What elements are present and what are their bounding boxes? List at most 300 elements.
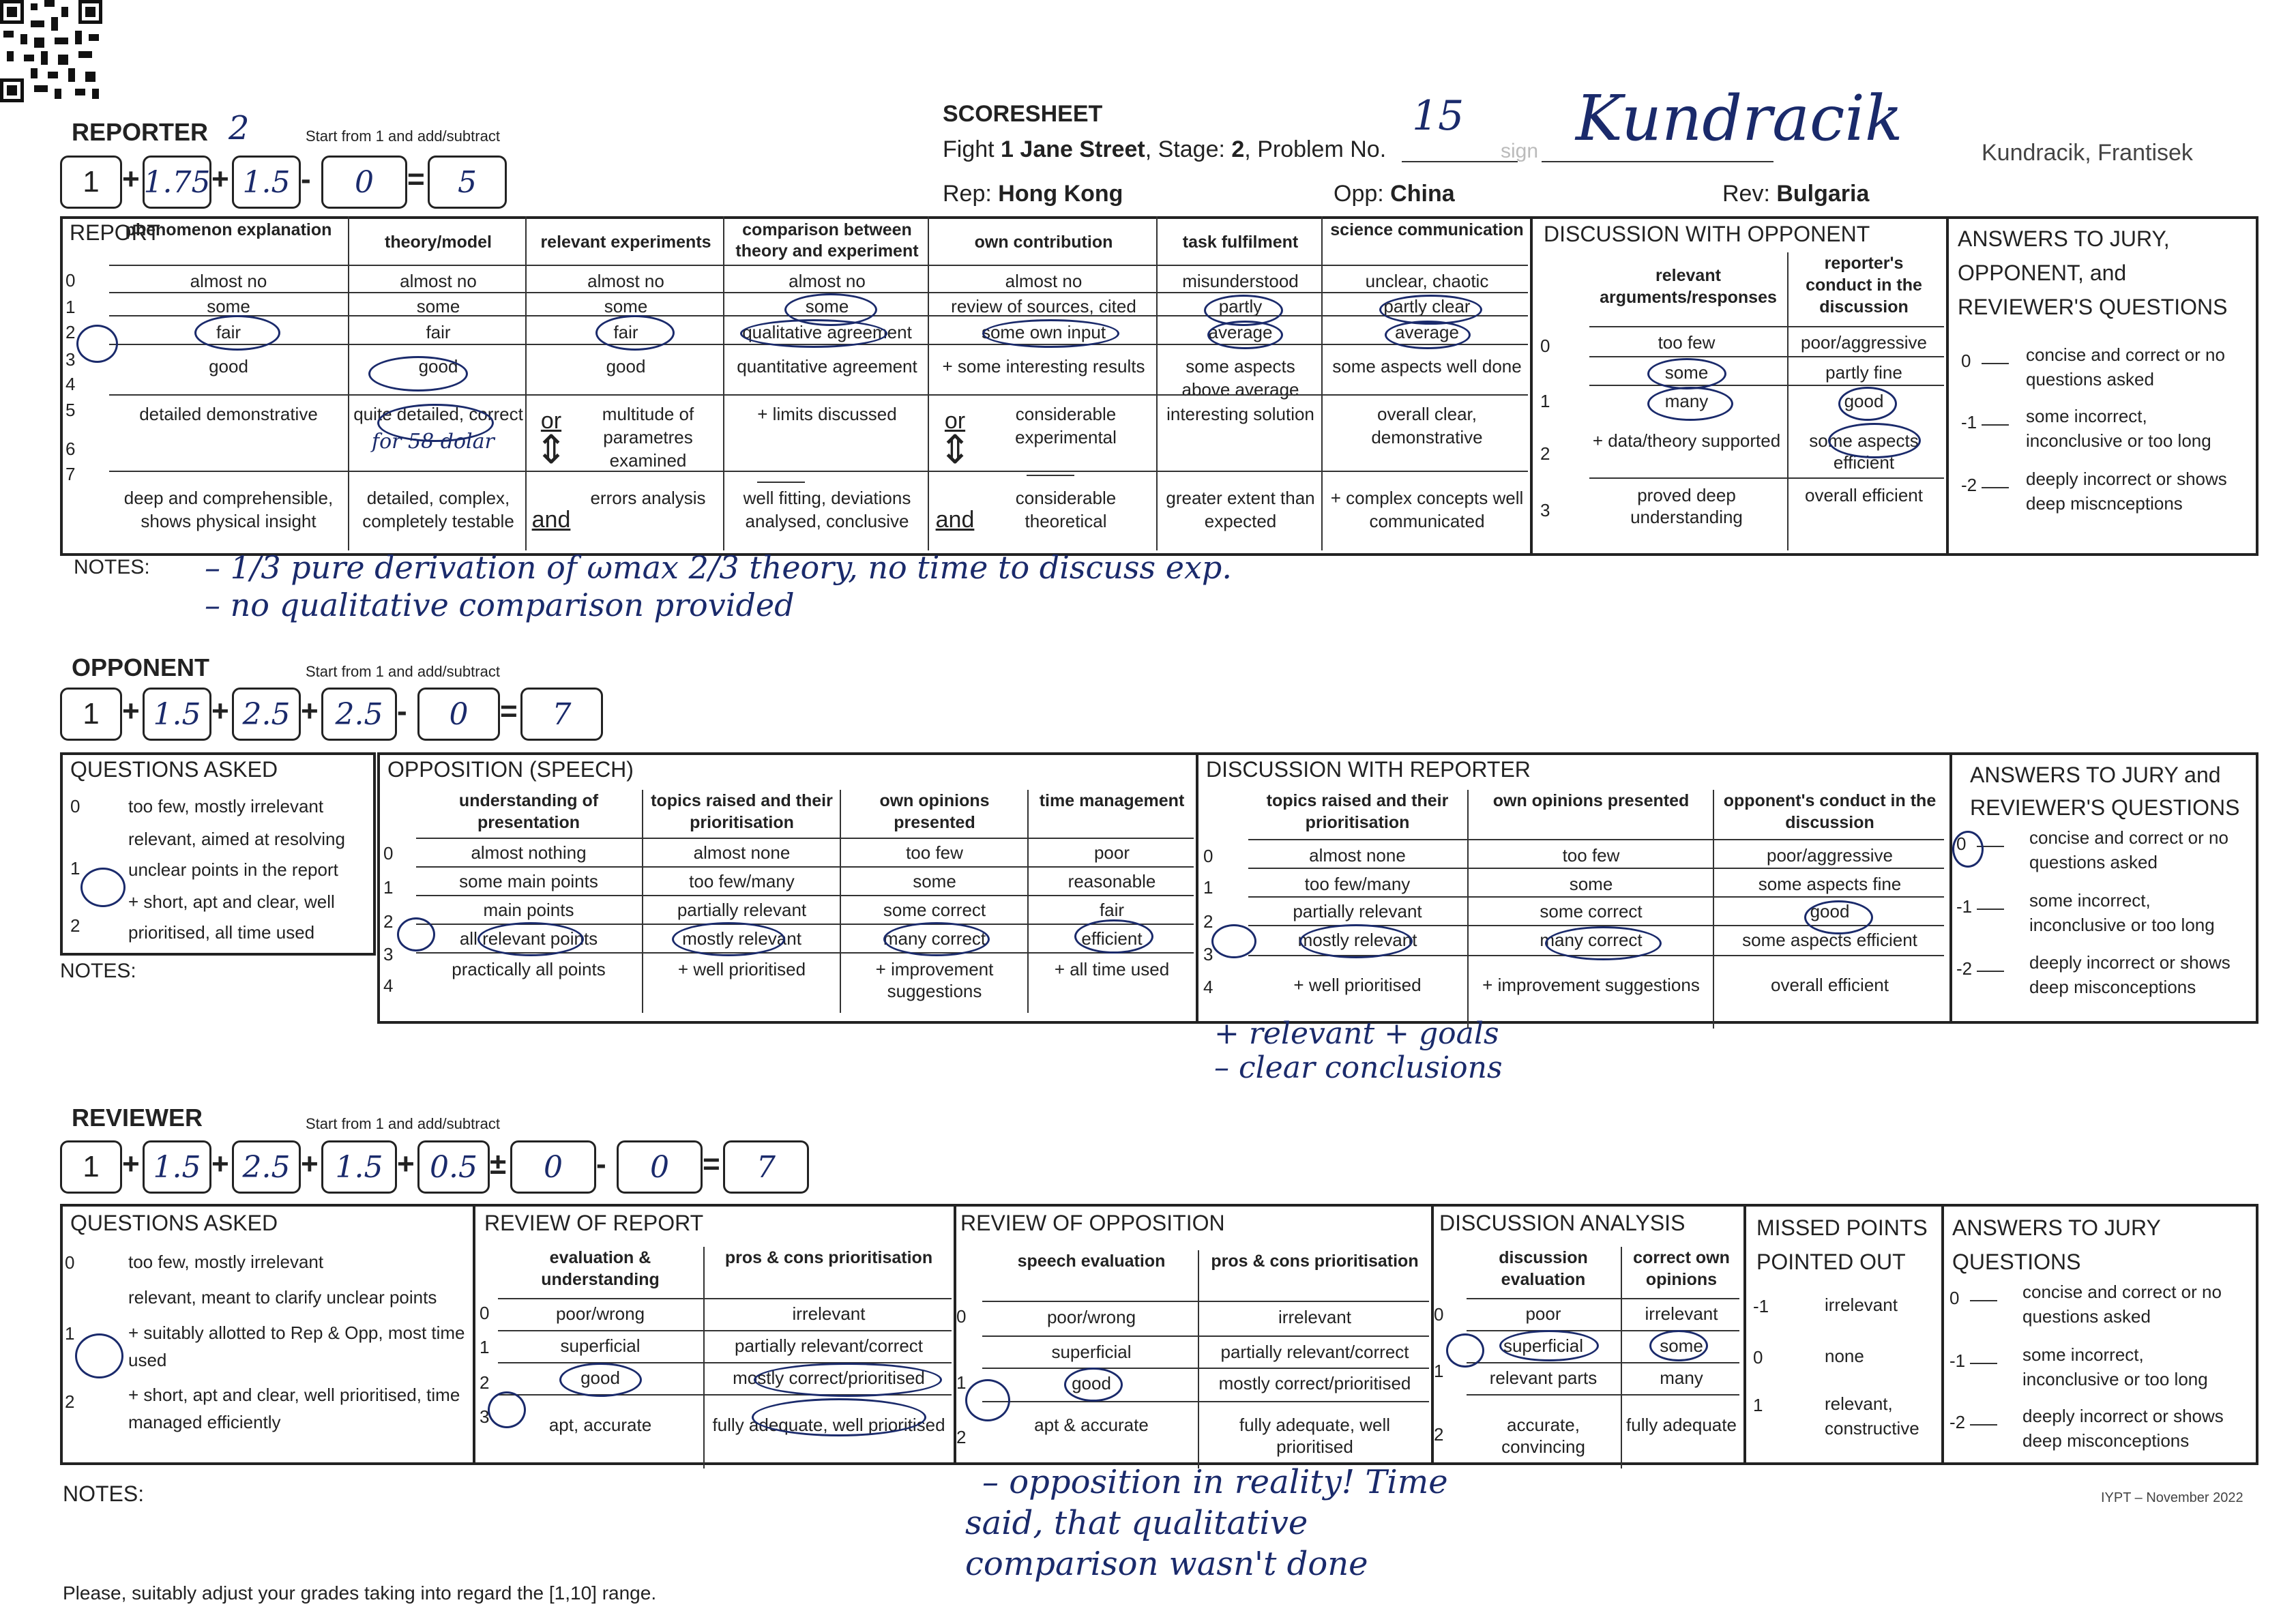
reviewer-score-box: 1.5 — [143, 1140, 211, 1194]
table-cell: almost none — [1309, 845, 1406, 866]
table-cell: all relevant points — [459, 928, 598, 949]
criterion-cell: some aspects above average — [1181, 356, 1299, 400]
column-divider — [1467, 790, 1469, 1029]
criterion-cell: + some interesting results — [942, 356, 1145, 377]
criterion-cell: partly — [1218, 296, 1263, 316]
reporter-discussion-title: DISCUSSION WITH OPPONENT — [1544, 222, 1870, 246]
table-col-header: topics raised and their prioritisation — [1266, 791, 1449, 832]
table-cell: too few — [1562, 845, 1620, 866]
table-cell: partially relevant/correct — [735, 1335, 923, 1356]
reporter-operator: + — [211, 162, 229, 196]
fair-circle — [595, 315, 675, 351]
row-number: 1 — [383, 877, 394, 898]
criterion-cell: some — [207, 296, 250, 316]
reviewer-score-box: 2.5 — [232, 1140, 301, 1194]
discussion-cell: poor/aggressive — [1801, 332, 1927, 353]
score-number: 2 — [65, 1391, 75, 1412]
column-divider — [525, 216, 527, 550]
table-cell: some correct — [883, 900, 986, 920]
criterion-cell: misunderstood — [1182, 271, 1299, 291]
score-number: 1 — [65, 1323, 75, 1344]
reporter-score-box: 1 — [60, 156, 122, 209]
or-connector: or — [944, 408, 966, 434]
criterion-cell: fair — [426, 322, 451, 342]
reviewer-operator: = — [703, 1147, 720, 1181]
row-number: 4 — [383, 975, 394, 996]
table-cell: irrelevant — [1645, 1303, 1718, 1324]
report-label: REPORT — [70, 220, 160, 245]
answer-option: deeply incorrect or shows deep misconceptions — [2022, 1406, 2224, 1451]
table-col-header: speech evaluation — [1017, 1252, 1166, 1271]
discussion-cell: overall efficient — [1805, 485, 1923, 505]
criterion-cell: some — [805, 296, 849, 316]
score-number: -2 — [1956, 958, 1973, 979]
reporter-operator: + — [122, 162, 140, 196]
table-cell: too few — [906, 842, 963, 863]
opponent-answers-title: ANSWERS TO JURY and REVIEWER'S QUESTIONS — [1970, 763, 2240, 820]
fight-line: Fight 1 Jane Street, Stage: 2, Problem No. — [943, 136, 1387, 162]
question-option: relevant, meant to clarify unclear points — [128, 1287, 437, 1308]
table-cell: + well prioritised — [677, 959, 806, 979]
table-col-header: own opinions presented — [879, 791, 990, 832]
table-col-header: opponent's conduct in the discussion — [1723, 791, 1937, 832]
table-cell: superficial — [1503, 1335, 1584, 1356]
table-col-header: time management — [1039, 791, 1185, 810]
or-connector: or — [540, 408, 562, 434]
table-cell: too few/many — [1304, 874, 1411, 894]
row-number: 1 — [480, 1337, 490, 1357]
score-number: -2 — [1949, 1412, 1966, 1432]
some-circle — [1647, 358, 1726, 389]
tick-line — [1982, 363, 2009, 364]
sign-label: sign — [1501, 140, 1539, 162]
table-cell: reasonable — [1068, 871, 1156, 891]
criterion-cell: greater extent than expected — [1166, 488, 1315, 531]
row-divider — [416, 866, 1194, 868]
opponent-title: OPPONENT — [72, 653, 210, 681]
opponent-score-box: 1 — [60, 688, 122, 741]
row-number: 2 — [480, 1372, 490, 1393]
discussion-col-header: relevant arguments/responses — [1600, 266, 1777, 307]
qualitative-circle — [740, 319, 887, 348]
criterion-cell: some own input — [981, 322, 1106, 342]
many-correct-circle — [883, 922, 990, 956]
table-cell: partially relevant — [1293, 901, 1422, 921]
question-option: relevant, aimed at resolving unclear points in the report — [128, 829, 345, 880]
criterion-cell: almost no — [400, 271, 477, 291]
table-cell: fully adequate, well prioritised — [712, 1415, 945, 1435]
table-cell: + improvement suggestions — [875, 959, 994, 1001]
table-cell: poor/wrong — [555, 1303, 645, 1324]
row-divider — [982, 1301, 1429, 1302]
column-divider — [1027, 790, 1029, 1013]
rev-opp-row-circle — [965, 1379, 1010, 1421]
score-number: 0 — [1949, 1288, 1960, 1308]
criterion-cell: average — [1208, 322, 1273, 342]
table-cell: efficient — [1081, 928, 1143, 949]
criterion-header: science communication — [1330, 220, 1524, 239]
score-number: 1 — [70, 858, 80, 879]
table-cell: fully adequate, well prioritised — [1239, 1415, 1391, 1457]
criterion-header: task fulfilment — [1182, 233, 1299, 252]
tick-line — [1977, 909, 2004, 910]
row-number: 1 — [65, 297, 76, 317]
score-number: -1 — [1961, 412, 1977, 432]
table-cell: some — [913, 871, 956, 891]
answer-option: deeply incorrect or shows deep miscnceptions — [2026, 469, 2227, 514]
row-number: 0 — [956, 1306, 967, 1327]
table-cell: mostly relevant — [682, 928, 801, 949]
reviewer-score-box: 1 — [60, 1140, 122, 1194]
criterion-cell: detailed demonstrative — [139, 404, 318, 424]
table-cell: mostly relevant — [1297, 930, 1417, 950]
question-option: + short, apt and clear, well prioritised, all time used — [128, 891, 335, 943]
row-divider — [1248, 839, 1944, 840]
discussion-cell: some aspects efficient — [1809, 430, 1919, 473]
column-divider — [1321, 216, 1323, 550]
reviewer-score-box: 7 — [723, 1140, 809, 1194]
opponent-score-box: 1.5 — [143, 688, 211, 741]
score-number: 0 — [1961, 351, 1971, 371]
answer-option: some incorrect, inconclusive or too long — [2022, 1344, 2208, 1389]
score-number: 0 — [70, 796, 80, 816]
row-number: 3 — [383, 944, 394, 964]
table-cell: fully adequate — [1626, 1415, 1737, 1435]
criterion-cell: good — [209, 356, 248, 377]
table-cell: good — [1810, 901, 1850, 921]
good-circle — [1838, 387, 1897, 421]
criterion-cell: quite detailed, correct — [353, 404, 523, 424]
row-divider — [1589, 385, 1944, 386]
criterion-cell: some — [604, 296, 648, 316]
opp-question-circle — [80, 868, 126, 907]
discussion-cell: too few — [1658, 332, 1716, 353]
some-aspects-circle — [1828, 423, 1921, 458]
missed-option: none — [1825, 1346, 1864, 1366]
answer-option: concise and correct or no questions asked — [2026, 344, 2225, 389]
table-col-header: understanding of presentation — [458, 791, 599, 832]
table-cell: irrelevant — [792, 1303, 866, 1324]
table-cell: almost none — [693, 842, 791, 863]
score-number: -2 — [1961, 475, 1977, 495]
score-number: 0 — [1753, 1347, 1763, 1368]
all-relevant-circle — [477, 922, 584, 956]
review-report-title: REVIEW OF REPORT — [484, 1211, 704, 1235]
table-col-header: pros & cons prioritisation — [724, 1248, 933, 1267]
mostly-correct-circle — [754, 1363, 942, 1397]
row-divider — [109, 292, 1528, 293]
table-col-header: evaluation & understanding — [541, 1248, 660, 1289]
tick-line — [1970, 1300, 1997, 1301]
rev-team: Rev: Bulgaria — [1722, 181, 1870, 207]
row-number: 0 — [383, 843, 394, 863]
reviewer-operator: + — [211, 1147, 229, 1181]
table-cell: + well prioritised — [1293, 975, 1422, 995]
row-number: 3 — [480, 1406, 490, 1427]
table-cell: main points — [483, 900, 574, 920]
row-divider — [1467, 1330, 1739, 1331]
missed-option: relevant, constructive — [1825, 1393, 1919, 1438]
criterion-header: theory/model — [385, 233, 492, 252]
table-cell: good — [580, 1368, 620, 1388]
column-divider — [348, 216, 349, 550]
row-divider — [1248, 868, 1944, 869]
answer-option: some incorrect, inconclusive or too long — [2029, 890, 2215, 935]
reviewer-operator: ± — [490, 1147, 507, 1181]
qr-code — [0, 0, 102, 102]
discussion-cell: + data/theory supported — [1592, 430, 1781, 451]
footer-instruction: Please, suitably adjust your grades taking into regard the [1,10] range. — [63, 1582, 657, 1604]
opponent-start-note: Start from 1 and add/subtract — [306, 663, 500, 680]
double-arrow-icon: ⇕ — [534, 428, 568, 472]
row-number: 2 — [65, 322, 76, 342]
reporter-score-box: 5 — [428, 156, 507, 209]
reviewer-answers-title: ANSWERS TO JURY QUESTIONS — [1952, 1215, 2161, 1274]
row-divider — [109, 394, 1528, 396]
quite-detailed-circle — [377, 404, 494, 442]
table-cell: + improvement suggestions — [1482, 975, 1700, 995]
table-cell: poor — [1093, 842, 1130, 863]
criterion-cell: unclear, chaotic — [1365, 271, 1489, 291]
column-divider — [928, 216, 929, 550]
score-number: -1 — [1956, 896, 1973, 917]
some-circle — [1649, 1330, 1708, 1361]
opp-speech-row-circle — [397, 917, 435, 951]
row-number: 1 — [1203, 877, 1213, 898]
score-number: 2 — [70, 915, 80, 936]
table-cell: mostly correct/prioritised — [1218, 1373, 1411, 1393]
discussion-cell: some — [1664, 362, 1709, 383]
question-option: + short, apt and clear, well prioritised, time managed efficiently — [128, 1385, 460, 1432]
opponent-note-1: + relevant + goals — [1214, 1016, 1499, 1051]
discussion-cell: partly fine — [1825, 362, 1902, 383]
reviewer-score-box: 0.5 — [417, 1140, 490, 1194]
row-number: 2 — [383, 911, 394, 932]
row-number: 3 — [65, 349, 76, 370]
row-number: 0 — [1434, 1304, 1444, 1325]
reporter-score-box: 0 — [321, 156, 407, 209]
criterion-cell: qualitative agreement — [742, 322, 912, 342]
table-cell: superficial — [1051, 1342, 1132, 1362]
scoresheet-title: SCORESHEET — [943, 101, 1103, 127]
opponent-operator: = — [500, 694, 518, 728]
column-divider — [1713, 790, 1714, 1029]
row-number: 4 — [1203, 977, 1213, 997]
good-circle — [1804, 900, 1873, 934]
criterion-cell: detailed, complex, completely testable — [362, 488, 514, 531]
table-col-header: own opinions presented — [1492, 791, 1690, 810]
problem-number-handwritten: 15 — [1412, 92, 1465, 140]
answer-option: concise and correct or no questions asked — [2029, 827, 2228, 872]
double-arrow-icon: ⇕ — [938, 428, 972, 472]
opponent-score-box: 0 — [417, 688, 500, 741]
discussion-col-header: reporter's conduct in the discussion — [1806, 254, 1922, 316]
column-divider — [840, 790, 841, 1013]
reporter-notes-label: NOTES: — [74, 556, 150, 578]
score-number: 0 — [1956, 833, 1967, 854]
row-number: 5 — [65, 400, 76, 420]
discussion-cell: many — [1664, 391, 1709, 411]
table-cell: too few/many — [689, 871, 795, 891]
opp-team: Opp: China — [1334, 181, 1455, 207]
criterion-cell: review of sources, cited — [951, 296, 1136, 316]
reviewer-notes-label: NOTES: — [63, 1481, 145, 1506]
row-number: 2 — [956, 1427, 967, 1447]
row-divider — [1248, 896, 1944, 898]
row-number: 7 — [65, 464, 76, 484]
table-cell: mostly correct/prioritised — [733, 1368, 925, 1388]
opponent-discussion-title: DISCUSSION WITH REPORTER — [1206, 757, 1531, 782]
reporter-operator: = — [407, 162, 425, 196]
column-divider — [642, 790, 643, 1013]
criterion-cell: average — [1395, 322, 1459, 342]
table-cell: almost nothing — [471, 842, 587, 863]
criterion-cell: good — [606, 356, 646, 377]
table-cell: some aspects efficient — [1742, 930, 1917, 950]
table-cell: apt, accurate — [548, 1415, 652, 1435]
superficial-circle — [1499, 1330, 1599, 1361]
criterion-cell: fair — [216, 322, 241, 342]
reviewer-operator: + — [397, 1147, 415, 1181]
row-divider — [109, 265, 1528, 266]
question-option: + suitably allotted to Rep & Opp, most time used — [128, 1323, 465, 1370]
row-number: 0 — [1540, 336, 1550, 356]
criterion-cell: almost no — [789, 271, 866, 291]
version-label: IYPT – November 2022 — [2101, 1490, 2243, 1505]
criterion-cell: fair — [613, 322, 638, 342]
reviewer-questions-title: QUESTIONS ASKED — [70, 1211, 278, 1235]
criterion-cell: considerable experimental — [1015, 404, 1117, 447]
reviewer-note-1: – opposition in reality! Time — [982, 1463, 1448, 1501]
row-number: 4 — [65, 374, 76, 394]
row-number: 1 — [1434, 1361, 1444, 1381]
column-divider — [1621, 1247, 1622, 1468]
opp-answer-0-circle — [1952, 831, 1984, 868]
table-cell: fair — [1099, 900, 1125, 920]
table-cell: superficial — [560, 1335, 641, 1356]
table-col-header: topics raised and their prioritisation — [651, 791, 833, 832]
criterion-cell: + complex concepts well communicated — [1330, 488, 1524, 531]
good-circle — [559, 1363, 642, 1397]
criterion-cell: multitude of parametres examined — [602, 404, 694, 471]
criterion-header: own contribution — [974, 233, 1113, 252]
row-number: 0 — [65, 270, 76, 291]
table-col-header: pros & cons prioritisation — [1211, 1252, 1419, 1271]
answer-option: some incorrect, inconclusive or too long — [2026, 406, 2211, 451]
table-cell: poor — [1525, 1303, 1561, 1324]
opponent-score-box: 2.5 — [232, 688, 301, 741]
opponent-operator: + — [301, 694, 319, 728]
answer-option: deeply incorrect or shows deep misconceptions — [2029, 952, 2231, 997]
table-cell: relevant parts — [1489, 1368, 1598, 1388]
table-cell: many correct — [883, 928, 986, 949]
fully-adequate-circle — [752, 1398, 926, 1436]
criterion-cell: some aspects well done — [1332, 356, 1522, 377]
table-cell: many — [1660, 1368, 1703, 1388]
table-cell: overall efficient — [1771, 975, 1889, 995]
good-circle — [368, 356, 468, 392]
criterion-cell: errors analysis — [590, 488, 706, 508]
reviewer-operator: + — [122, 1147, 140, 1181]
discussion-cell: proved deep understanding — [1630, 485, 1743, 527]
table-cell: apt & accurate — [1034, 1415, 1149, 1435]
row-number: 2 — [1540, 443, 1550, 464]
criterion-cell: + limits discussed — [757, 404, 897, 424]
underline — [757, 482, 805, 483]
opponent-score-box: 7 — [520, 688, 603, 741]
table-cell: practically all points — [452, 959, 606, 979]
criterion-header: relevant experiments — [540, 233, 711, 252]
column-divider — [1787, 252, 1789, 550]
row-number: 0 — [480, 1303, 490, 1323]
table-cell: accurate, convincing — [1501, 1415, 1585, 1457]
reviewer-score-box: 1.5 — [321, 1140, 397, 1194]
rev-question-circle — [75, 1333, 123, 1378]
reporter-round-handwritten: 2 — [229, 109, 250, 147]
fair-circle — [194, 315, 280, 351]
table-cell: partially relevant — [677, 900, 807, 920]
criterion-header: phenomenon explanation — [125, 220, 332, 239]
many-correct-circle — [1545, 926, 1662, 960]
criterion-cell: quantitative agreement — [737, 356, 917, 377]
column-divider — [1156, 216, 1158, 550]
reporter-operator: - — [301, 162, 311, 196]
opp-disc-row-circle — [1211, 924, 1256, 958]
criterion-cell: overall clear, demonstrative — [1371, 404, 1483, 447]
row-number: 0 — [1203, 846, 1213, 866]
column-divider — [723, 216, 724, 550]
column-divider — [703, 1247, 705, 1468]
table-cell: poor/aggressive — [1767, 845, 1893, 866]
mostly-relevant-circle — [672, 922, 785, 956]
juror-name: Kundracik, Frantisek — [1982, 140, 2193, 166]
reporter-note-2: – no qualitative comparison provided — [205, 587, 795, 623]
opponent-notes-label: NOTES: — [60, 960, 136, 982]
and-connector: and — [531, 507, 571, 533]
row-divider — [416, 895, 1194, 896]
row-2-circle — [76, 325, 118, 363]
opposition-speech-title: OPPOSITION (SPEECH) — [387, 757, 634, 782]
discussion-analysis-title: DISCUSSION ANALYSIS — [1439, 1211, 1686, 1235]
reviewer-score-box: 0 — [510, 1140, 596, 1194]
score-number: -1 — [1753, 1296, 1769, 1316]
score-number: -1 — [1949, 1350, 1966, 1371]
reviewer-title: REVIEWER — [72, 1104, 203, 1132]
table-cell: some main points — [459, 871, 598, 891]
tick-line — [1977, 971, 2004, 972]
row-divider — [498, 1298, 952, 1299]
criterion-cell: considerable theoretical — [1015, 488, 1117, 531]
row-divider — [416, 838, 1194, 839]
row-number: 6 — [65, 439, 76, 459]
opponent-operator: - — [397, 694, 407, 728]
opponent-operator: + — [211, 694, 229, 728]
and-connector: and — [935, 507, 975, 533]
efficient-circle — [1074, 919, 1153, 954]
tick-line — [1970, 1363, 1997, 1364]
opponent-score-box: 2.5 — [321, 688, 397, 741]
reporter-score-box: 1.75 — [143, 156, 211, 209]
juror-signature: Kundracik — [1576, 82, 1903, 155]
table-col-header: discussion evaluation — [1499, 1248, 1588, 1289]
rev-disc-row-circle — [1446, 1333, 1484, 1368]
criterion-cell: interesting solution — [1166, 404, 1314, 424]
review-opposition-title: REVIEW OF OPPOSITION — [960, 1211, 1225, 1235]
table-cell: irrelevant — [1278, 1307, 1351, 1327]
row-divider — [1589, 477, 1944, 479]
row-divider — [498, 1330, 952, 1331]
reporter-note-1: – 1/3 pure derivation of ωmax 2/3 theory, no time to discuss exp. — [205, 549, 1232, 586]
